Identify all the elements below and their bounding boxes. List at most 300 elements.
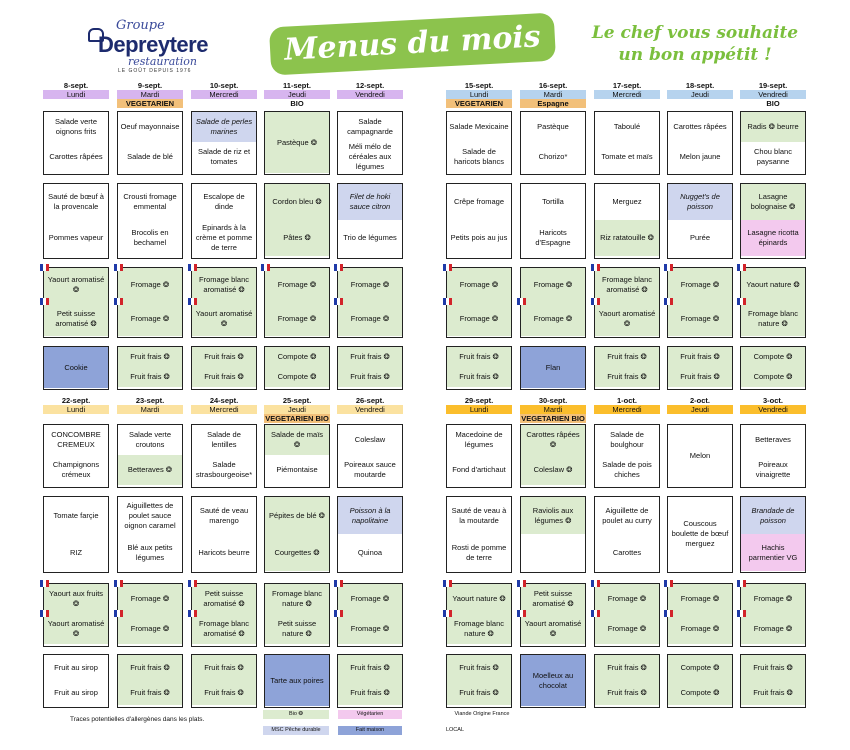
day-tag — [43, 99, 109, 108]
day-date: 1-oct. — [616, 396, 637, 405]
menu-item: Fromage blanc aromatisé ❂ — [192, 614, 256, 644]
menu-item: Petit suisse aromatisé ❂ — [44, 302, 108, 336]
france-flag-icon — [443, 580, 452, 587]
menu-cell — [594, 583, 660, 647]
day-tag — [191, 414, 257, 423]
menu-item: Fruit frais ❂ — [595, 347, 659, 367]
menu-item: Poireaux vinaigrette — [755, 460, 791, 479]
menu-item: Escalope de dinde — [203, 192, 245, 211]
france-flag-icon — [334, 610, 343, 617]
day-tag — [117, 414, 183, 423]
france-flag-icon — [114, 580, 123, 587]
menu-cell — [740, 183, 806, 259]
menu-cell — [667, 183, 733, 259]
day-date: 23-sept. — [135, 396, 165, 405]
menu-item: Fruit frais ❂ — [192, 655, 256, 680]
menu-item: CONCOMBRE CREMEUX — [51, 430, 101, 449]
menu-cell — [43, 654, 109, 708]
day-header — [520, 82, 586, 108]
menu-cell — [117, 183, 183, 259]
menu-item: Yaourt aromatisé ❂ — [44, 614, 108, 644]
menu-item: Epinards à la crème et pomme de terre — [195, 223, 253, 252]
menu-item: Compote ❂ — [668, 655, 732, 680]
menu-item: Fruit frais ❂ — [118, 655, 182, 680]
menu-cell — [520, 111, 586, 175]
menu-item: Coleslaw ❂ — [521, 455, 585, 485]
menu-item: Trio de légumes — [343, 233, 397, 242]
menu-item: Fromage ❂ — [118, 614, 182, 644]
france-flag-icon — [664, 580, 673, 587]
menu-item: Salade de blé — [127, 152, 173, 161]
menu-cell — [667, 583, 733, 647]
menu-cell — [191, 111, 257, 175]
day-tag: BIO — [766, 99, 780, 108]
day-date: 26-sept. — [355, 396, 385, 405]
menu-item: Brandade de poisson — [741, 497, 805, 534]
menu-item: Compote ❂ — [668, 680, 732, 705]
menu-cell — [43, 346, 109, 390]
menu-cell — [667, 654, 733, 708]
page-title: Menus du mois — [283, 19, 542, 68]
day-name: Vendredi — [337, 90, 403, 99]
menu-cell — [117, 496, 183, 573]
menu-item: Fromage ❂ — [521, 302, 585, 336]
day-header — [117, 82, 183, 108]
menu-cell — [117, 111, 183, 175]
menu-item: Fruit frais ❂ — [447, 680, 511, 705]
menu-item: Fromage ❂ — [595, 614, 659, 644]
day-date: 16-sept. — [538, 81, 568, 90]
menu-cell — [740, 267, 806, 338]
day-tag: VEGETARIEN — [117, 99, 183, 108]
menu-item: Fromage ❂ — [521, 268, 585, 302]
menu-item: Fromage ❂ — [668, 614, 732, 644]
day-tag — [337, 99, 403, 108]
menu-cell — [667, 424, 733, 488]
menu-item: Yaourt nature ❂ — [447, 584, 511, 614]
menu-item: Yaourt aromatisé ❂ — [192, 302, 256, 336]
brand-tagline: LE GOÛT DEPUIS 1976 — [118, 68, 192, 74]
menu-item: Pommes vapeur — [48, 233, 104, 242]
menu-item: Haricots beurre — [198, 547, 250, 557]
menu-cell — [446, 111, 512, 175]
france-flag-icon — [188, 580, 197, 587]
menu-item: Fruit frais ❂ — [338, 680, 402, 705]
day-header — [594, 82, 660, 108]
day-date: 11-sept. — [283, 81, 311, 90]
menu-item: Filet de hoki sauce citron — [338, 184, 402, 220]
menu-cell — [446, 267, 512, 338]
brand-groupe: Groupe — [116, 18, 165, 33]
menu-item: Fruit frais ❂ — [447, 655, 511, 680]
menu-item: Salade strasbourgeoise* — [195, 460, 253, 479]
menu-cell — [446, 424, 512, 488]
menu-item: Fromage blanc aromatisé ❂ — [192, 268, 256, 302]
menu-item: Fromage blanc nature ❂ — [447, 614, 511, 644]
menu-item: Salade campagnarde — [347, 117, 393, 136]
day-date: 25-sept. — [282, 396, 312, 405]
day-date: 2-oct. — [689, 396, 710, 405]
menu-item: Sauté de veau à la moutarde — [451, 505, 507, 525]
day-header — [446, 397, 512, 423]
france-flag-icon — [40, 610, 49, 617]
menu-item: Fruit frais ❂ — [338, 655, 402, 680]
menu-item: Sauté de bœuf à la provencale — [48, 192, 104, 211]
menu-item: Carottes râpées — [49, 152, 103, 161]
menu-item: Purée — [689, 233, 710, 242]
day-name: Mercredi — [594, 90, 660, 99]
menu-item: Petit suisse nature ❂ — [265, 614, 329, 644]
menu-cell — [520, 346, 586, 390]
menu-item: Piémontaise — [276, 465, 318, 474]
day-tag — [43, 414, 109, 423]
menu-item: Compote ❂ — [265, 347, 329, 367]
day-header — [264, 82, 330, 108]
menu-item: Fruit frais ❂ — [741, 655, 805, 680]
day-date: 24-sept. — [209, 396, 239, 405]
day-date: 3-oct. — [762, 396, 783, 405]
day-header — [43, 82, 109, 108]
day-tag — [337, 414, 403, 423]
menu-item: Fruit frais ❂ — [118, 367, 182, 387]
menu-cell — [264, 267, 330, 338]
legend-vegetarien: Végétarien — [338, 710, 402, 719]
menu-item: Fruit frais ❂ — [595, 680, 659, 705]
menu-cell — [264, 111, 330, 175]
menu-item: Fruit frais ❂ — [192, 367, 256, 387]
day-header — [667, 397, 733, 423]
menu-cell — [740, 111, 806, 175]
day-tag — [667, 414, 733, 423]
menu-item: Fruit frais ❂ — [595, 367, 659, 387]
france-flag-icon — [40, 580, 49, 587]
menu-cell — [520, 496, 586, 573]
day-header — [191, 82, 257, 108]
menu-item: Salade verte croutons — [128, 430, 172, 449]
menu-item: Compote ❂ — [265, 367, 329, 387]
menu-item: Pâtes ❂ — [265, 220, 329, 256]
france-flag-icon — [334, 264, 343, 271]
day-header — [264, 397, 330, 423]
menu-item: Fruit frais ❂ — [338, 367, 402, 387]
menu-item: Fromage ❂ — [118, 268, 182, 302]
menu-item: Tomate farçie — [53, 510, 99, 520]
menu-item: Salade de boulghour — [610, 430, 644, 449]
day-tag: VEGETARIEN BIO — [521, 414, 585, 423]
menu-item: Fromage blanc aromatisé ❂ — [595, 268, 659, 302]
menu-item: Petit suisse aromatisé ❂ — [192, 584, 256, 614]
day-tag: BIO — [290, 99, 304, 108]
menu-item: Fromage blanc nature ❂ — [265, 584, 329, 614]
menu-item: Aiguillette de poulet au curry — [602, 505, 652, 525]
menu-item: Fruit frais ❂ — [741, 680, 805, 705]
menu-item: Fromage ❂ — [668, 584, 732, 614]
day-date: 12-sept. — [355, 81, 385, 90]
menu-item: Fromage ❂ — [447, 268, 511, 302]
menu-item: Melon jaune — [679, 152, 721, 161]
france-flag-icon — [188, 298, 197, 305]
menu-cell — [446, 654, 512, 708]
day-name: Jeudi — [667, 405, 733, 414]
menu-item: Fruit frais ❂ — [668, 347, 732, 367]
menu-item: Cordon bleu ❂ — [265, 184, 329, 220]
menu-item: Lasagne ricotta épinards — [741, 220, 805, 256]
france-flag-icon — [261, 264, 270, 271]
day-date: 15-sept. — [464, 81, 494, 90]
menu-item: Pastèque ❂ — [265, 112, 329, 173]
menu-item: Petits pois au jus — [450, 233, 508, 242]
menu-item: Fromage ❂ — [595, 584, 659, 614]
brand-logo — [88, 18, 238, 74]
menu-item: Taboulé — [613, 122, 641, 131]
day-name: Lundi — [446, 90, 512, 99]
france-flag-icon — [443, 298, 452, 305]
menu-item: Couscous boulette de bœuf merguez — [671, 519, 729, 548]
menu-cell — [264, 346, 330, 390]
menu-cell — [43, 183, 109, 259]
day-date: 30-sept. — [538, 396, 568, 405]
menu-cell — [43, 267, 109, 338]
menu-item: Yaourt aromatisé ❂ — [521, 614, 585, 644]
menu-cell — [191, 183, 257, 259]
menu-item: Fruit frais ❂ — [447, 367, 511, 387]
menu-cell — [117, 424, 183, 488]
menu-item: Raviolis aux légumes ❂ — [521, 497, 585, 534]
day-name: Vendredi — [740, 405, 806, 414]
france-flag-icon — [114, 298, 123, 305]
day-tag: VEGETARIEN — [446, 99, 512, 108]
menu-item: Fruit frais ❂ — [595, 655, 659, 680]
menu-item: Fruit au sirop — [54, 687, 98, 697]
day-tag: VEGETARIEN BIO — [265, 414, 329, 423]
day-header — [667, 82, 733, 108]
menu-cell — [337, 424, 403, 488]
day-header — [740, 397, 806, 423]
menu-item: Tarte aux poires — [265, 655, 329, 706]
legend-bio: Bio ❂ — [263, 710, 329, 719]
france-flag-icon — [737, 580, 746, 587]
menu-cell — [594, 424, 660, 488]
menu-item: Moelleux au chocolat — [521, 655, 585, 706]
france-flag-icon — [591, 264, 600, 271]
day-date: 8-sept. — [63, 81, 89, 90]
menu-item — [521, 534, 585, 571]
menu-item: Flan — [521, 347, 585, 388]
menu-cell — [446, 583, 512, 647]
slogan: Le chef vous souhaite un bon appétit ! — [591, 23, 799, 65]
france-flag-icon — [737, 264, 746, 271]
france-flag-icon — [664, 610, 673, 617]
day-date: 17-sept. — [612, 81, 642, 90]
france-flag-icon — [737, 298, 746, 305]
menu-item: Fruit frais ❂ — [338, 347, 402, 367]
menu-cell — [117, 583, 183, 647]
menu-item: Carottes — [612, 547, 642, 557]
day-name: Mercredi — [191, 90, 257, 99]
day-name: Vendredi — [337, 405, 403, 414]
allergen-note: Traces potentielles d'allergènes dans les plats. — [70, 716, 205, 723]
menu-cell — [191, 267, 257, 338]
menu-cell — [43, 583, 109, 647]
france-flag-icon — [517, 580, 526, 587]
menu-cell — [43, 496, 109, 573]
day-name: Jeudi — [667, 90, 733, 99]
menu-cell — [337, 267, 403, 338]
menu-item: Fromage ❂ — [338, 614, 402, 644]
menu-item: Fromage ❂ — [338, 268, 402, 302]
menu-item: Merguez — [612, 197, 642, 206]
menu-cell — [740, 654, 806, 708]
france-flag-icon — [737, 610, 746, 617]
menu-item: Betteraves ❂ — [118, 455, 182, 485]
menu-item: Fruit frais ❂ — [668, 367, 732, 387]
menu-item: Salade de lentilles — [207, 430, 241, 449]
menu-cell — [191, 346, 257, 390]
legend-msc: MSC Pêche durable — [263, 726, 329, 735]
menu-cell — [594, 183, 660, 259]
menu-item: Salade de pois chiches — [602, 460, 652, 479]
menu-item: Fromage ❂ — [265, 302, 329, 336]
menu-cell — [264, 424, 330, 488]
france-flag-icon — [188, 610, 197, 617]
menu-cell — [446, 496, 512, 573]
day-tag — [594, 414, 660, 423]
day-tag — [191, 99, 257, 108]
menu-item: Rosti de pomme de terre — [451, 542, 507, 562]
day-name: Jeudi — [264, 405, 330, 414]
menu-item: Courgettes ❂ — [265, 534, 329, 571]
menu-cell — [191, 583, 257, 647]
menu-item: Fromage ❂ — [265, 268, 329, 302]
menu-cell — [594, 346, 660, 390]
menu-item: Macedoine de légumes — [455, 430, 503, 449]
menu-cell — [667, 496, 733, 573]
brand-sub: restauration — [128, 55, 197, 68]
menu-cell — [264, 183, 330, 259]
menu-item: Fromage ❂ — [338, 302, 402, 336]
menu-item: Fruit frais ❂ — [192, 347, 256, 367]
menu-cell — [337, 111, 403, 175]
menu-item: Champignons crémeux — [52, 460, 100, 479]
day-name: Jeudi — [264, 90, 330, 99]
menu-cell — [43, 111, 109, 175]
day-tag — [594, 99, 660, 108]
menu-cell — [264, 583, 330, 647]
menu-cell — [337, 346, 403, 390]
menu-cell — [446, 183, 512, 259]
day-header — [740, 82, 806, 108]
france-flag-icon — [443, 610, 452, 617]
menu-cell — [337, 183, 403, 259]
day-name: Lundi — [43, 405, 109, 414]
menu-cell — [740, 496, 806, 573]
day-header — [191, 397, 257, 423]
menu-item: Fruit frais ❂ — [118, 347, 182, 367]
menu-cell — [191, 424, 257, 488]
menu-item: Sauté de veau marengo — [199, 505, 249, 525]
menu-cell — [594, 496, 660, 573]
menu-item: Yaourt aromatisé ❂ — [595, 302, 659, 336]
menu-cell — [667, 267, 733, 338]
france-flag-icon — [517, 610, 526, 617]
day-name: Lundi — [446, 405, 512, 414]
menu-item: Salade de haricots blancs — [453, 147, 505, 166]
menu-cell — [740, 346, 806, 390]
day-date: 18-sept. — [685, 81, 715, 90]
menu-item: Hachis parmentier VG — [741, 534, 805, 571]
menu-cell — [337, 496, 403, 573]
menu-item: Fromage ❂ — [338, 584, 402, 614]
day-date: 9-sept. — [137, 81, 163, 90]
menu-cell — [740, 424, 806, 488]
menu-cell — [337, 583, 403, 647]
menu-item: Riz ratatouille ❂ — [595, 220, 659, 256]
menu-item: Pépites de blé ❂ — [265, 497, 329, 534]
menu-item: Salade de riz et tomates — [197, 147, 251, 166]
menu-cell — [191, 654, 257, 708]
menu-item: Tomate et maïs — [601, 152, 653, 161]
day-header — [337, 397, 403, 423]
menu-item: Yaourt nature ❂ — [741, 268, 805, 302]
legend-local: LOCAL — [445, 727, 465, 733]
menu-cell — [740, 583, 806, 647]
menu-cell — [520, 267, 586, 338]
menu-cell — [446, 346, 512, 390]
menu-cell — [117, 654, 183, 708]
menu-cell — [191, 496, 257, 573]
menu-item: Brocolis en bechamel — [131, 228, 169, 247]
france-flag-icon — [40, 264, 49, 271]
menu-cell — [117, 267, 183, 338]
menu-item: Carottes râpées — [673, 122, 727, 131]
france-flag-icon — [443, 264, 452, 271]
menu-item: Petit suisse aromatisé ❂ — [521, 584, 585, 614]
menu-item: Coleslaw — [354, 435, 386, 444]
legend-viande-france: Viande Origine France — [454, 711, 510, 717]
france-flag-icon — [591, 580, 600, 587]
menu-item: Salade de maïs ❂ — [265, 425, 329, 455]
title-banner — [269, 13, 556, 76]
menu-item: Oeuf mayonnaise — [120, 122, 180, 131]
day-name: Mardi — [520, 405, 586, 414]
day-name: Lundi — [43, 90, 109, 99]
menu-item: Fromage ❂ — [118, 302, 182, 336]
menu-cell — [520, 583, 586, 647]
menu-item: Cookie — [44, 347, 108, 388]
day-header — [594, 397, 660, 423]
menu-item: Fruit frais ❂ — [192, 680, 256, 705]
menu-cell — [264, 654, 330, 708]
menu-item: Fruit au sirop — [54, 662, 98, 672]
france-flag-icon — [517, 298, 526, 305]
menu-item: Fruit frais ❂ — [118, 680, 182, 705]
day-header — [520, 397, 586, 423]
day-name: Mardi — [117, 405, 183, 414]
legend-fait-maison: Fait maison — [338, 726, 402, 735]
france-flag-icon — [591, 298, 600, 305]
menu-item: Blé aux petits légumes — [127, 542, 173, 562]
france-flag-icon — [664, 298, 673, 305]
menu-item: Fromage ❂ — [118, 584, 182, 614]
menu-cell — [520, 654, 586, 708]
menu-cell — [264, 496, 330, 573]
menu-item: Crêpe fromage — [453, 197, 505, 206]
menu-cell — [594, 267, 660, 338]
france-flag-icon — [40, 298, 49, 305]
menu-item: Chou blanc paysanne — [754, 147, 792, 166]
menu-item: Quinoa — [357, 547, 383, 557]
menu-item: Crousti fromage emmental — [123, 192, 177, 211]
